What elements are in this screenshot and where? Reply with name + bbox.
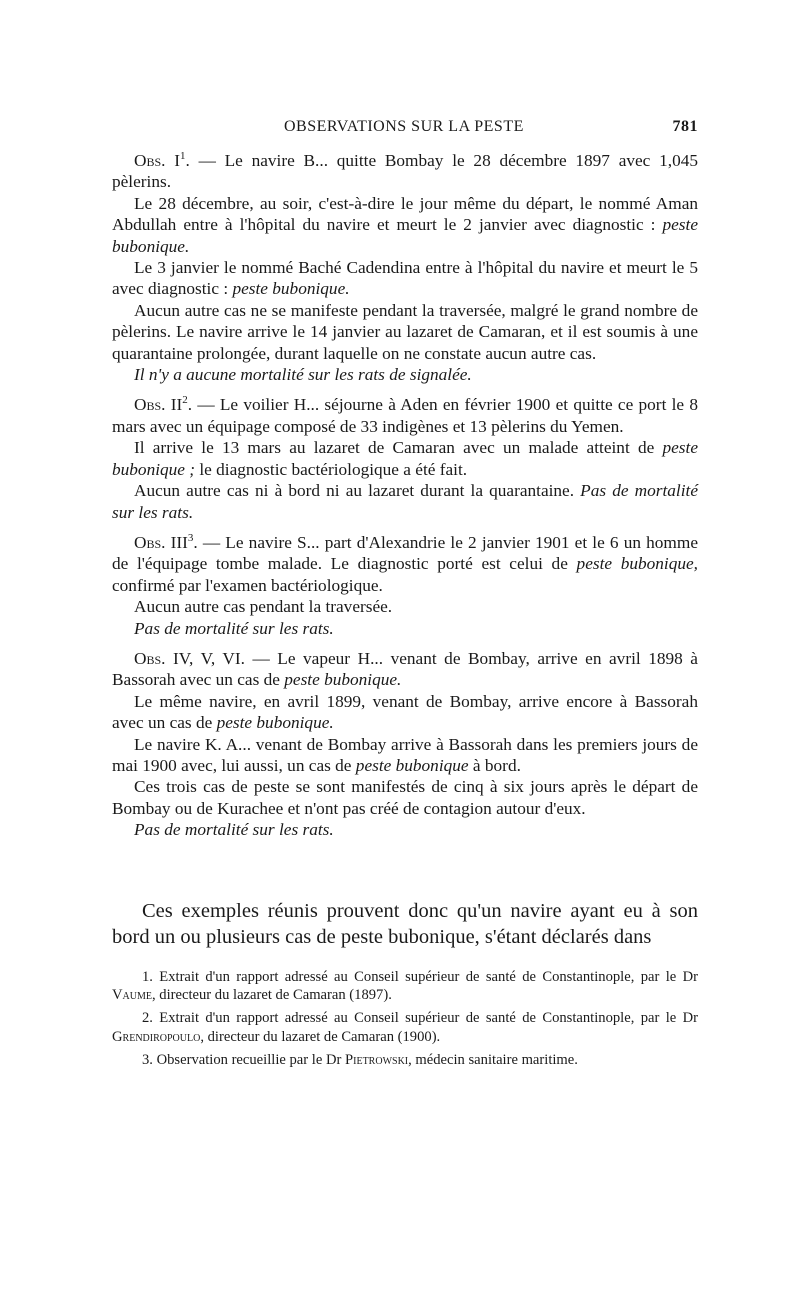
- footnote-2-author: Grendiropoulo: [112, 1028, 201, 1045]
- obs4-paragraph-2: [112, 691, 698, 734]
- obs4-p3-text-end: à bord.: [468, 755, 521, 775]
- footnote-2: [112, 1009, 698, 1045]
- obs4-paragraph-5: [112, 819, 698, 840]
- running-head: [112, 118, 698, 142]
- footnote-3-end: , médecin sanitaire maritime.: [408, 1051, 578, 1068]
- footnote-2-end: , directeur du lazaret de Camaran (1900).: [200, 1028, 441, 1045]
- obs2-intro-text: . — Le voilier H... séjourne à Aden en février 1900 et quitte ce port le 8 mars avec un équipage composé de 33 indigènes et 13 pèlerins du Yemen.: [112, 395, 698, 436]
- obs1-p3-diagnosis: peste bubonique.: [232, 279, 350, 299]
- obs4-paragraph-3: [112, 734, 698, 777]
- obs4-label: Obs. IV, V, VI.: [134, 648, 245, 668]
- obs1-rat-note: Il n'y a aucune mortalité sur les rats de signalée.: [134, 365, 472, 385]
- obs4-p2-diagnosis: peste bubonique.: [216, 713, 334, 733]
- observation-1: [112, 150, 698, 385]
- obs4-intro-text: — Le vapeur H... venant de Bombay, arrive en avril 1898 à Bassorah avec un cas de: [112, 648, 698, 690]
- obs2-p2-text: Il arrive le 13 mars au lazaret de Camaran avec un malade atteint de: [134, 438, 663, 458]
- footnote-1-author: Vaume: [112, 987, 152, 1004]
- footnote-3-author: Pietrowski: [345, 1051, 409, 1068]
- conclusion-paragraph: Ces exemples réunis prouvent donc qu'un navire ayant eu à son bord un ou plusieurs cas de peste bubonique, s'étant déclarés dans: [112, 900, 698, 948]
- obs2-paragraph-3: [112, 480, 698, 523]
- obs3-label: Obs. III: [134, 532, 188, 552]
- observation-4-5-6: [112, 648, 698, 841]
- page-body: [112, 150, 698, 850]
- running-title: OBSERVATIONS SUR LA PESTE: [284, 118, 524, 135]
- obs3-paragraph-2: Aucun autre cas pendant la traversée.: [134, 597, 393, 617]
- obs2-intro: [112, 394, 698, 437]
- obs1-intro: [112, 150, 698, 193]
- footnote-3: [112, 1051, 698, 1069]
- observation-3: [112, 532, 698, 639]
- obs3-intro-text: . — Le navire S... part d'Alexandrie le 2 janvier 1901 et le 6 un homme de l'équipage tombe malade. Le diagnostic porté est celui de: [112, 532, 698, 574]
- obs1-label: Obs. I: [134, 151, 180, 170]
- obs1-paragraph-4: Aucun autre cas ne se manifeste pendant la traversée, malgré le grand nombre de pèlerins. Le navire arrive le 14 janvier au lazaret de Camaran, et il est soumis à une quarantaine prolongée, durant laquelle on ne constate aucun autre cas.: [112, 300, 698, 363]
- obs4-paragraph-4: Ces trois cas de peste se sont manifestés de cinq à six jours après le départ de Bombay ou de Kurachee et n'ont pas créé de contagion autour d'eux.: [112, 777, 698, 818]
- obs2-paragraph-2: [112, 437, 698, 480]
- obs3-intro: [112, 532, 698, 596]
- obs3-rat-note: Pas de mortalité sur les rats.: [134, 618, 334, 638]
- obs4-p2-text: Le même navire, en avril 1899, venant de Bombay, arrive encore à Bassorah avec un cas de: [112, 691, 698, 733]
- obs3-diagnosis: peste bubonique,: [576, 554, 698, 574]
- obs1-p2-diagnosis: peste bubonique.: [112, 215, 698, 256]
- obs2-p2-diagnosis: peste bubonique ;: [112, 438, 698, 479]
- obs4-p3-diagnosis: peste bubonique: [355, 755, 469, 775]
- page-number: 781: [672, 118, 698, 135]
- obs1-paragraph-3: [112, 257, 698, 300]
- obs4-rat-note: Pas de mortalité sur les rats.: [134, 820, 334, 840]
- footnote-2-text: 2. Extrait d'un rapport adressé au Conseil supérieur de santé de Constantinople, par le Dr: [142, 1010, 698, 1027]
- obs3-paragraph-3: [112, 618, 698, 639]
- obs1-intro-text: . — Le navire B... quitte Bombay le 28 décembre 1897 avec 1,045 pèlerins.: [112, 151, 698, 192]
- observation-2: [112, 394, 698, 522]
- obs1-paragraph-5: [112, 364, 698, 385]
- obs1-paragraph-2: [112, 193, 698, 257]
- obs2-label: Obs. II: [134, 395, 183, 415]
- footnotes: [112, 968, 698, 1074]
- obs4-diagnosis: peste bubonique.: [284, 670, 402, 690]
- obs3-footnote-ref: 3: [187, 532, 194, 545]
- footnote-1-text: 1. Extrait d'un rapport adressé au Conseil supérieur de santé de Constantinople, par le Dr: [142, 969, 698, 985]
- obs1-p3-text: Le 3 janvier le nommé Baché Cadendina entre à l'hôpital du navire et meurt le 5 avec diagnostic :: [112, 258, 698, 299]
- footnote-1-end: , directeur du lazaret de Camaran (1897).: [151, 987, 392, 1004]
- obs1-footnote-ref: 1: [180, 150, 186, 163]
- footnote-1: [112, 968, 698, 1004]
- footnote-3-text: 3. Observation recueillie par le Dr: [142, 1051, 346, 1068]
- obs2-footnote-ref: 2: [182, 394, 188, 407]
- obs4-intro: [112, 648, 698, 691]
- obs1-p2-text: Le 28 décembre, au soir, c'est-à-dire le jour même du départ, le nommé Aman Abdullah entre à l'hôpital du navire et meurt le 2 janvier avec diagnostic :: [112, 193, 698, 235]
- obs2-rat-note: Pas de mortalité sur les rats.: [112, 481, 698, 522]
- obs2-p3-text: Aucun autre cas ni à bord ni au lazaret durant la quarantaine.: [134, 481, 581, 501]
- obs4-p3-text: Le navire K. A... venant de Bombay arrive à Bassorah dans les premiers jours de mai 1900 avec, lui aussi, un cas de: [112, 734, 698, 775]
- obs2-p2-text-end: le diagnostic bactériologique a été fait.: [195, 459, 468, 479]
- obs3-intro-end: confirmé par l'examen bactériologique.: [112, 575, 383, 595]
